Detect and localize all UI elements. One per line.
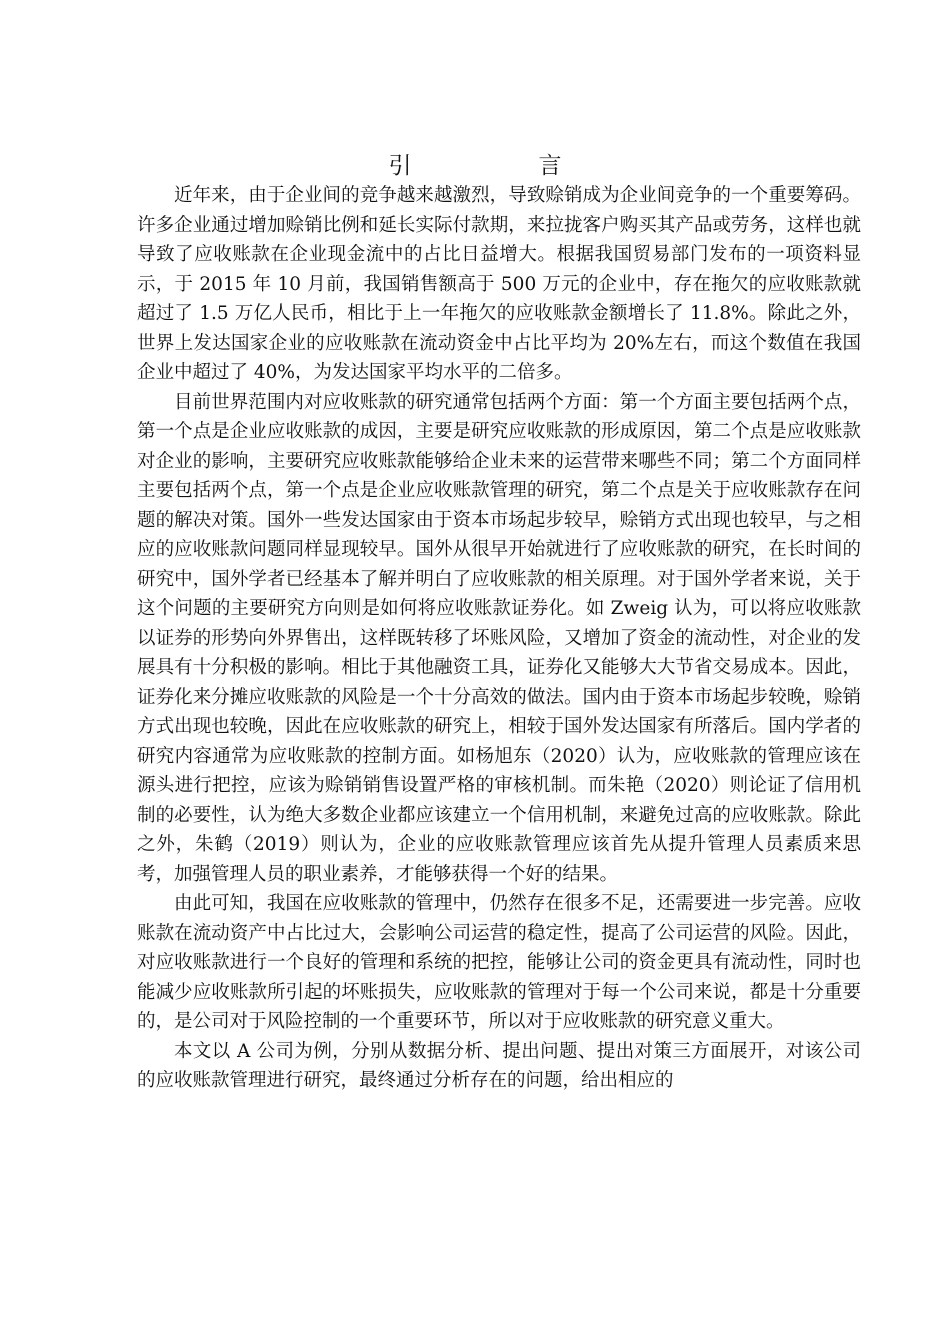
paragraph-significance: 由此可知，我国在应收账款的管理中，仍然存在很多不足，还需要进一步完善。应收账款在流动资产中占比过大，会影响公司运营的稳定性，提高了公司运营的风险。因此，对应收账款进行一个良好的管理和系统的把控，能够让公司的资金更具有流动性，同时也能减少应收账款所引起的坏账损失，应收账款的管理对于每一个公司来说，都是十分重要的，是公司对于风险控制的一个重要环节，所以对于应收账款的研究意义重大。 xyxy=(137,893,861,1032)
paragraph-literature-review: 目前世界范围内对应收账款的研究通常包括两个方面：第一个方面主要包括两个点，第一个点是企业应收账款的成因，主要是研究应收账款的形成原因，第二个点是应收账款对企业的影响，主要研究应收账款能够给企业未来的运营带来哪些不同；第二个方面同样主要包括两个点，第一个点是企业应收账款管理的研究，第二个点是关于应收账款存在问题的解决对策。国外一些发达国家由于资本市场起步较早，赊销方式出现也较早，与之相应的应收账款问题同样显现较早。国外从很早开始就进行了应收账款的研究，在长时间的研究中，国外学者已经基本了解并明白了应收账款的相关原理。对于国外学者来说，关于这个问题的主要研究方向则是如何将应收账款证券化。如 Zweig 认为，可以将应收账款以证券的形势向外界售出，这样既转移了坏账风险，又增加了资金的流动性，对企业的发展具有十分积极的影响。相比于其他融资工具，证券化又能够大大节省交易成本。因此，证券化来分摊应收账款的风险是一个十分高效的做法。国内由于资本市场起步较晚，赊销方式出现也较晚，因此在应收账款的研究上，相较于国外发达国家有所落后。国内学者的研究内容通常为应收账款的控制方面。如杨旭东（2020）认为，应收账款的管理应该在源头进行把控，应该为赊销销售设置严格的审核机制。而朱艳（2020）则论证了信用机制的必要性，认为绝大多数企业都应该建立一个信用机制，来避免过高的应收账款。除此之外，朱鹤（2019）则认为，企业的应收账款管理应该首先从提升管理人员素质来思考，加强管理人员的职业素养，才能够获得一个好的结果。 xyxy=(137,391,861,885)
paragraph-intro-background: 近年来，由于企业间的竞争越来越激烈，导致赊销成为企业间竞争的一个重要筹码。许多企业通过增加赊销比例和延长实际付款期，来拉拢客户购买其产品或劳务，这样也就导致了应收账款在企业现金流中的占比日益增大。根据我国贸易部门发布的一项资料显示，于 2015 年 10 月前，我国销售额高于 500 万元的企业中，存在拖欠的应收账款就超过了 1.5 万亿人民币，相比于上一年拖欠的应收账款金额增长了 11.8%。除此之外，世界上发达国家企业的应收账款在流动资金中占比平均为 20%左右，而这个数值在我国企业中超过了 40%，为发达国家平均水平的二倍多。 xyxy=(137,185,861,383)
document-body xyxy=(137,181,861,1096)
section-title: 引 言 xyxy=(388,153,614,179)
paragraph-structure: 本文以 A 公司为例，分别从数据分析、提出问题、提出对策三方面展开，对该公司的应收账款管理进行研究，最终通过分析存在的问题，给出相应的 xyxy=(137,1040,861,1091)
